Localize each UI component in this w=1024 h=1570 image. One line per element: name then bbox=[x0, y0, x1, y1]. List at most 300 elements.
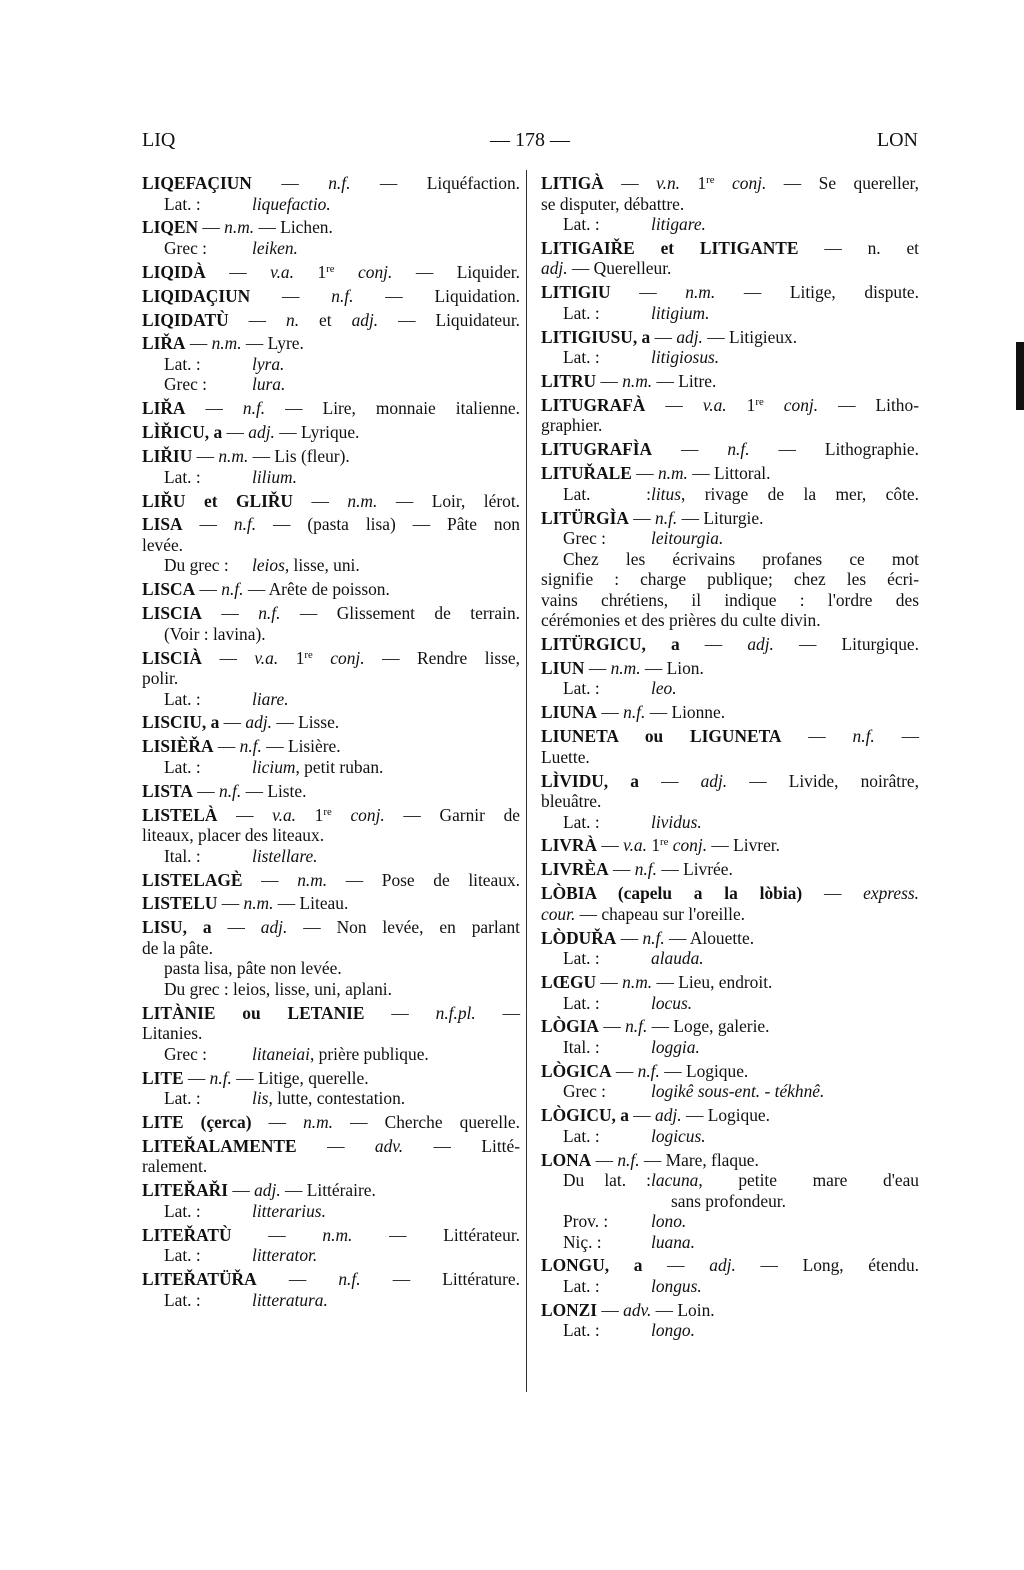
entry-text: LITIGAIŘE et LITIGANTE — n. et bbox=[541, 237, 920, 258]
etymology-text: lis, lutte, contestation. bbox=[252, 1088, 406, 1109]
etymology-text: lividus. bbox=[651, 811, 702, 832]
entry-line bbox=[541, 658, 919, 679]
entry-line bbox=[541, 1016, 919, 1037]
entry-line bbox=[142, 805, 520, 826]
entry-line bbox=[142, 1225, 520, 1246]
etymology-text: litterator. bbox=[252, 1245, 318, 1266]
entry-text: LITEŘALAMENTE — adv. — Litté- bbox=[142, 1135, 520, 1156]
entry-text: LÒGICU, a — adj. — Logique. bbox=[541, 1105, 770, 1126]
dictionary-entry bbox=[541, 726, 919, 767]
entry-line bbox=[142, 938, 520, 959]
entry-text: LIUN — n.m. — Lion. bbox=[541, 657, 704, 678]
entry-line bbox=[541, 1170, 919, 1191]
etymology-text: lacuna, petite mare d'eau bbox=[651, 1170, 919, 1191]
dictionary-entry bbox=[541, 238, 919, 279]
entry-line bbox=[541, 194, 919, 215]
etymology-text: luana. bbox=[651, 1231, 695, 1252]
entry-line bbox=[541, 327, 919, 348]
dictionary-entry bbox=[142, 262, 520, 283]
entry-line bbox=[142, 1068, 520, 1089]
dictionary-entry bbox=[541, 327, 919, 368]
entry-text: LÒBIA (capelu a la lòbia) — express. bbox=[541, 883, 919, 904]
dictionary-entry bbox=[142, 1112, 520, 1133]
entry-text: LONZI — adv. — Loin. bbox=[541, 1299, 715, 1320]
etymology-label: Du lat. : bbox=[563, 1170, 651, 1191]
entry-line bbox=[142, 333, 520, 354]
entry-line bbox=[142, 1180, 520, 1201]
dictionary-entry bbox=[541, 634, 919, 655]
entry-line bbox=[142, 310, 520, 331]
etymology-text: logicus. bbox=[651, 1125, 706, 1146]
etymology-label: Lat. : bbox=[563, 214, 600, 234]
dictionary-entry bbox=[142, 217, 520, 258]
entry-line bbox=[142, 1136, 520, 1157]
entry-text: LISTELAGÈ — n.m. — Pose de liteaux. bbox=[142, 869, 520, 890]
entry-line bbox=[541, 303, 919, 324]
entry-line bbox=[541, 948, 919, 969]
entry-text: LIŘA — n.f. — Lire, monnaie italienne. bbox=[142, 398, 520, 419]
entry-text: LISA — n.f. — (pasta lisa) — Pâte non bbox=[142, 514, 520, 535]
etymology-text: leiken. bbox=[252, 237, 298, 258]
entry-line bbox=[541, 1150, 919, 1171]
etymology-text: lono. bbox=[651, 1211, 687, 1232]
dictionary-entry bbox=[541, 173, 919, 235]
entry-text: LISCIA — n.f. — Glissement de terrain. bbox=[142, 603, 520, 624]
entry-line bbox=[142, 893, 520, 914]
entry-line bbox=[142, 1245, 520, 1266]
etymology-text: leitourgia. bbox=[651, 528, 724, 549]
etymology-text: alauda. bbox=[651, 948, 704, 969]
dictionary-entry bbox=[541, 371, 919, 392]
entry-text: LISCIU, a — adj. — Lisse. bbox=[142, 712, 340, 733]
entry-text: levée. bbox=[142, 534, 184, 555]
entry-line bbox=[142, 1023, 520, 1044]
entry-line bbox=[142, 624, 520, 645]
entry-line bbox=[142, 1003, 520, 1024]
entry-text: LITIGÀ — v.n. 1re conj. — Se quereller, bbox=[541, 173, 919, 193]
dictionary-entry bbox=[142, 893, 520, 914]
entry-text: bleuâtre. bbox=[541, 791, 602, 812]
entry-line bbox=[541, 1105, 919, 1126]
dictionary-entry bbox=[142, 333, 520, 395]
entry-text: LIŘIU — n.m. — Lis (fleur). bbox=[142, 446, 350, 467]
entry-text: se disputer, débattre. bbox=[541, 193, 685, 214]
entry-line bbox=[541, 812, 919, 833]
etymology-label: Prov. : bbox=[563, 1211, 609, 1232]
entry-line bbox=[541, 791, 919, 812]
etymology-label: Lat. : bbox=[563, 1125, 600, 1146]
dictionary-entry bbox=[541, 702, 919, 723]
dictionary-entry bbox=[142, 917, 520, 999]
entry-line bbox=[541, 993, 919, 1014]
entry-line bbox=[142, 979, 520, 1000]
entry-text: LÌŘICU, a — adj. — Lyrique. bbox=[142, 422, 360, 443]
entry-line bbox=[142, 825, 520, 846]
entry-line bbox=[541, 726, 919, 747]
entry-line bbox=[541, 590, 919, 611]
entry-line bbox=[541, 904, 919, 925]
entry-text: LITIGIU — n.m. — Litige, dispute. bbox=[541, 282, 919, 303]
entry-line bbox=[142, 579, 520, 600]
entry-line bbox=[142, 668, 520, 689]
entry-line bbox=[541, 395, 919, 416]
dictionary-entry bbox=[541, 1255, 919, 1296]
dictionary-entry bbox=[142, 1180, 520, 1221]
entry-line bbox=[541, 238, 919, 259]
entry-line bbox=[541, 1126, 919, 1147]
etymology-label: Lat. : bbox=[164, 1289, 201, 1310]
entry-text: sans profondeur. bbox=[671, 1190, 786, 1211]
entry-line bbox=[541, 415, 919, 436]
entry-line bbox=[142, 603, 520, 624]
dictionary-entry bbox=[142, 286, 520, 307]
etymology-label: Grec : bbox=[164, 237, 207, 258]
etymology-label: Lat. : bbox=[164, 193, 201, 214]
etymology-label: Lat. : bbox=[563, 1320, 600, 1341]
entry-text: LONGU, a — adj. — Long, étendu. bbox=[541, 1255, 919, 1276]
entry-line bbox=[541, 1232, 919, 1253]
etymology-text: licium, petit ruban. bbox=[252, 756, 384, 777]
etymology-text: liare. bbox=[252, 688, 289, 709]
entry-text: LITUŘALE — n.m. — Littoral. bbox=[541, 463, 771, 484]
left-column bbox=[142, 173, 520, 1313]
dictionary-entry bbox=[142, 1068, 520, 1109]
entry-line bbox=[541, 214, 919, 235]
dictionary-entry bbox=[541, 928, 919, 969]
entry-line bbox=[142, 757, 520, 778]
etymology-text: litus, rivage de la mer, côte. bbox=[651, 483, 919, 504]
entry-line bbox=[142, 1290, 520, 1311]
etymology-label: Lat. : bbox=[164, 756, 201, 777]
dictionary-entry bbox=[541, 395, 919, 436]
dictionary-entry bbox=[142, 422, 520, 443]
entry-line bbox=[541, 1081, 919, 1102]
dictionary-entry bbox=[541, 883, 919, 924]
entry-text: LISCIÀ — v.a. 1re conj. — Rendre lisse, bbox=[142, 647, 521, 668]
etymology-text: litterarius. bbox=[252, 1200, 326, 1221]
dictionary-entry bbox=[541, 1105, 919, 1146]
entry-text: LONA — n.f. — Mare, flaque. bbox=[541, 1149, 759, 1170]
entry-line bbox=[142, 712, 520, 733]
dictionary-entry bbox=[541, 859, 919, 880]
etymology-label: Lat. : bbox=[164, 688, 201, 709]
etymology-label: Lat. : bbox=[563, 992, 600, 1013]
etymology-label: Lat. : bbox=[563, 347, 600, 368]
etymology-label: Lat. : bbox=[563, 811, 600, 832]
etymology-text: litigium. bbox=[651, 302, 710, 323]
entry-text: LIQIDÀ — v.a. 1re conj. — Liquider. bbox=[142, 261, 520, 282]
etymology-text: logikê sous-ent. - tékhnê. bbox=[651, 1081, 825, 1102]
right-column bbox=[541, 173, 919, 1344]
etymology-text: leo. bbox=[651, 678, 677, 699]
dictionary-entry bbox=[541, 463, 919, 504]
entry-text: Du grec : leios, lisse, uni, aplani. bbox=[164, 978, 392, 999]
entry-text: LISCA — n.f. — Arête de poisson. bbox=[142, 579, 390, 600]
entry-line bbox=[142, 467, 520, 488]
entry-line bbox=[541, 347, 919, 368]
etymology-text: litaneiai, prière publique. bbox=[252, 1043, 429, 1064]
entry-line bbox=[142, 1044, 520, 1065]
entry-line bbox=[142, 917, 520, 938]
entry-text: Luette. bbox=[541, 746, 590, 767]
entry-text: LITEŘATÜŘA — n.f. — Littérature. bbox=[142, 1269, 520, 1290]
entry-text: liteaux, placer des liteaux. bbox=[142, 825, 325, 846]
etymology-label: Lat. : bbox=[164, 353, 201, 374]
entry-line bbox=[142, 1201, 520, 1222]
etymology-text: longo. bbox=[651, 1320, 695, 1341]
entry-line bbox=[541, 883, 919, 904]
etymology-text: lura. bbox=[252, 374, 286, 395]
entry-line bbox=[541, 1211, 919, 1232]
entry-line bbox=[142, 1269, 520, 1290]
dictionary-entry bbox=[541, 508, 919, 631]
etymology-label: Niç. : bbox=[563, 1231, 602, 1252]
entry-text: LITÜRGÌA — n.f. — Liturgie. bbox=[541, 507, 764, 528]
etymology-label: Grec : bbox=[563, 528, 606, 549]
etymology-text: longus. bbox=[651, 1275, 702, 1296]
entry-line bbox=[142, 736, 520, 757]
entry-line bbox=[142, 286, 520, 307]
entry-text: LIVRÀ — v.a. 1re conj. — Livrer. bbox=[541, 835, 780, 856]
entry-text: LIQIDAÇIUN — n.f. — Liquidation. bbox=[142, 285, 520, 306]
entry-text: LIQEFAÇIUN — n.f. — Liquéfaction. bbox=[142, 173, 520, 193]
entry-line bbox=[142, 491, 520, 512]
dictionary-entry bbox=[142, 398, 520, 419]
dictionary-entry bbox=[541, 1150, 919, 1253]
etymology-label: Lat. : bbox=[164, 466, 201, 487]
etymology-label: Lat. : bbox=[563, 302, 600, 323]
dictionary-entry bbox=[541, 1016, 919, 1057]
entry-text: de la pâte. bbox=[142, 937, 213, 958]
entry-text: LIUNETA ou LIGUNETA — n.f. — bbox=[541, 726, 919, 747]
entry-line bbox=[541, 702, 919, 723]
entry-text: LÒDUŘA — n.f. — Alouette. bbox=[541, 927, 755, 948]
entry-line bbox=[142, 173, 520, 194]
entry-text: LISTA — n.f. — Liste. bbox=[142, 780, 307, 801]
entry-line bbox=[541, 634, 919, 655]
entry-text: pasta lisa, pâte non levée. bbox=[164, 958, 342, 979]
etymology-text: lyra. bbox=[252, 353, 285, 374]
dictionary-entry bbox=[142, 712, 520, 733]
dictionary-entry bbox=[541, 835, 919, 856]
dictionary-entry bbox=[142, 870, 520, 891]
entry-line bbox=[142, 446, 520, 467]
dictionary-entry bbox=[142, 1269, 520, 1310]
entry-text: LITE — n.f. — Litige, querelle. bbox=[142, 1067, 369, 1088]
entry-text: LIQIDATÙ — n. et adj. — Liquidateur. bbox=[142, 309, 520, 330]
entry-line bbox=[541, 258, 919, 279]
etymology-label: Lat. : bbox=[563, 948, 600, 969]
entry-text: LITUGRAFÌA — n.f. — Lithographie. bbox=[541, 439, 919, 460]
entry-line bbox=[541, 835, 919, 856]
entry-text: LIQEN — n.m. — Lichen. bbox=[142, 217, 333, 238]
entry-line bbox=[541, 173, 919, 194]
entry-text: LISTELU — n.m. — Liteau. bbox=[142, 893, 349, 914]
entry-text: Litanies. bbox=[142, 1023, 203, 1044]
entry-line bbox=[541, 859, 919, 880]
entry-line bbox=[541, 1320, 919, 1341]
entry-text: LÒGIA — n.f. — Loge, galerie. bbox=[541, 1016, 770, 1037]
entry-line bbox=[142, 555, 520, 576]
entry-text: vains chrétiens, il indique : l'ordre des bbox=[541, 589, 919, 610]
dictionary-entry bbox=[142, 1136, 520, 1177]
entry-line bbox=[541, 528, 919, 549]
dictionary-entry bbox=[541, 1061, 919, 1102]
entry-line bbox=[142, 846, 520, 867]
entry-line bbox=[541, 569, 919, 590]
entry-text: ralement. bbox=[142, 1156, 208, 1177]
dictionary-entry bbox=[142, 648, 520, 710]
entry-line bbox=[142, 648, 520, 669]
dictionary-entry bbox=[142, 173, 520, 214]
etymology-text: liquefactio. bbox=[252, 193, 331, 214]
entry-text: LITIGIUSU, a — adj. — Litigieux. bbox=[541, 326, 798, 347]
entry-text: LITE (çerca) — n.m. — Cherche querelle. bbox=[142, 1111, 520, 1132]
entry-line bbox=[142, 535, 520, 556]
entry-line bbox=[142, 238, 520, 259]
dictionary-entry bbox=[142, 1225, 520, 1266]
entry-line bbox=[541, 1061, 919, 1082]
dictionary-entry bbox=[142, 736, 520, 777]
entry-line bbox=[541, 484, 919, 505]
etymology-text: locus. bbox=[651, 992, 693, 1013]
entry-line bbox=[541, 1255, 919, 1276]
dictionary-entry bbox=[142, 579, 520, 600]
entry-text: (Voir : lavina). bbox=[164, 623, 266, 644]
entry-text: LIŘA — n.m. — Lyre. bbox=[142, 333, 304, 354]
entry-line bbox=[142, 1112, 520, 1133]
etymology-text: litigare. bbox=[651, 214, 706, 234]
entry-line bbox=[142, 217, 520, 238]
etymology-label: Lat. : bbox=[164, 1088, 201, 1109]
dictionary-entry bbox=[541, 771, 919, 833]
dictionary-entry bbox=[142, 514, 520, 576]
entry-text: adj. — Querelleur. bbox=[541, 258, 672, 279]
entry-line bbox=[541, 678, 919, 699]
running-header bbox=[142, 129, 918, 157]
entry-line bbox=[541, 610, 919, 631]
etymology-text: loggia. bbox=[651, 1036, 700, 1057]
dictionary-entry bbox=[142, 491, 520, 512]
entry-text: LŒGU — n.m. — Lieu, endroit. bbox=[541, 972, 773, 993]
entry-line bbox=[142, 958, 520, 979]
etymology-label: Lat. : bbox=[164, 1245, 201, 1266]
etymology-label: Ital. : bbox=[164, 845, 201, 866]
entry-line bbox=[142, 514, 520, 535]
entry-line bbox=[142, 194, 520, 215]
etymology-label: Grec : bbox=[563, 1081, 606, 1102]
etymology-text: litigiosus. bbox=[651, 347, 720, 368]
etymology-label: Lat. : bbox=[563, 1275, 600, 1296]
entry-text: Chez les écrivains profanes ce mot bbox=[563, 548, 919, 569]
entry-line bbox=[142, 1156, 520, 1177]
entry-text: LITEŘATÙ — n.m. — Littérateur. bbox=[142, 1224, 520, 1245]
entry-line bbox=[142, 398, 520, 419]
entry-line bbox=[541, 439, 919, 460]
entry-line bbox=[541, 282, 919, 303]
page-edge-mark bbox=[1016, 342, 1024, 410]
etymology-text: lilium. bbox=[252, 466, 297, 487]
entry-line bbox=[541, 371, 919, 392]
dictionary-entry bbox=[541, 658, 919, 699]
etymology-text: litteratura. bbox=[252, 1289, 328, 1310]
entry-line bbox=[541, 1276, 919, 1297]
entry-text: LITÀNIE ou LETANIE — n.f.pl. — bbox=[142, 1002, 520, 1023]
entry-line bbox=[541, 972, 919, 993]
dictionary-entry bbox=[142, 310, 520, 331]
entry-text: LITEŘAŘI — adj. — Littéraire. bbox=[142, 1180, 376, 1201]
entry-text: LIVRÈA — n.f. — Livrée. bbox=[541, 859, 733, 880]
entry-line bbox=[142, 374, 520, 395]
etymology-label: Grec : bbox=[164, 1043, 207, 1064]
dictionary-entry bbox=[541, 1300, 919, 1341]
etymology-label: Lat. : bbox=[563, 678, 600, 699]
etymology-text: listellare. bbox=[252, 845, 318, 866]
entry-line bbox=[142, 1088, 520, 1109]
entry-line bbox=[541, 1191, 919, 1212]
dictionary-entry bbox=[541, 972, 919, 1013]
entry-text: LÒGICA — n.f. — Logique. bbox=[541, 1060, 749, 1081]
entry-text: LIUNA — n.f. — Lionne. bbox=[541, 702, 726, 723]
entry-text: LISTELÀ — v.a. 1re conj. — Garnir de bbox=[142, 804, 520, 825]
entry-text: LITRU — n.m. — Litre. bbox=[541, 371, 717, 392]
entry-text: LITUGRAFÀ — v.a. 1re conj. — Litho- bbox=[541, 394, 919, 415]
entry-line bbox=[142, 870, 520, 891]
etymology-label: Ital. : bbox=[563, 1036, 600, 1057]
dictionary-entry bbox=[541, 282, 919, 323]
entry-line bbox=[541, 1300, 919, 1321]
entry-line bbox=[541, 508, 919, 529]
entry-text: cour. — chapeau sur l'oreille. bbox=[541, 903, 746, 924]
entry-line bbox=[142, 689, 520, 710]
entry-line bbox=[541, 928, 919, 949]
entry-line bbox=[142, 422, 520, 443]
dictionary-entry bbox=[142, 603, 520, 644]
entry-text: LITÜRGICU, a — adj. — Liturgique. bbox=[541, 634, 919, 655]
entry-text: LIŘU et GLIŘU — n.m. — Loir, lérot. bbox=[142, 490, 520, 511]
etymology-label: Lat. : bbox=[164, 1200, 201, 1221]
column-divider bbox=[526, 170, 527, 1392]
entry-line bbox=[541, 771, 919, 792]
entry-line bbox=[541, 463, 919, 484]
page-number: — 178 — bbox=[490, 129, 570, 151]
entry-line bbox=[541, 549, 919, 570]
header-left-guideword: LIQ bbox=[142, 129, 176, 151]
etymology-label: Du grec : bbox=[164, 555, 229, 576]
entry-text: LÌVIDU, a — adj. — Livide, noirâtre, bbox=[541, 770, 919, 791]
dictionary-entry bbox=[142, 805, 520, 867]
header-right-guideword: LON bbox=[876, 129, 918, 151]
entry-text: graphier. bbox=[541, 415, 603, 436]
etymology-label: Lat. : bbox=[563, 483, 651, 504]
dictionary-entry bbox=[142, 781, 520, 802]
entry-line bbox=[142, 781, 520, 802]
entry-line bbox=[142, 262, 520, 283]
entry-text: signifie : charge publique; chez les écri- bbox=[541, 569, 919, 590]
entry-text: polir. bbox=[142, 668, 179, 689]
entry-text: LISIÈŘA — n.f. — Lisière. bbox=[142, 736, 341, 757]
etymology-text: leios, lisse, uni. bbox=[252, 555, 360, 576]
entry-line bbox=[541, 747, 919, 768]
dictionary-entry bbox=[541, 439, 919, 460]
entry-line bbox=[541, 1037, 919, 1058]
dictionary-entry bbox=[142, 1003, 520, 1065]
entry-text: cérémonies et des prières du culte divin. bbox=[541, 610, 821, 631]
dictionary-entry bbox=[142, 446, 520, 487]
etymology-label: Grec : bbox=[164, 374, 207, 395]
entry-text: LISU, a — adj. — Non levée, en parlant bbox=[142, 917, 520, 938]
entry-line bbox=[142, 354, 520, 375]
